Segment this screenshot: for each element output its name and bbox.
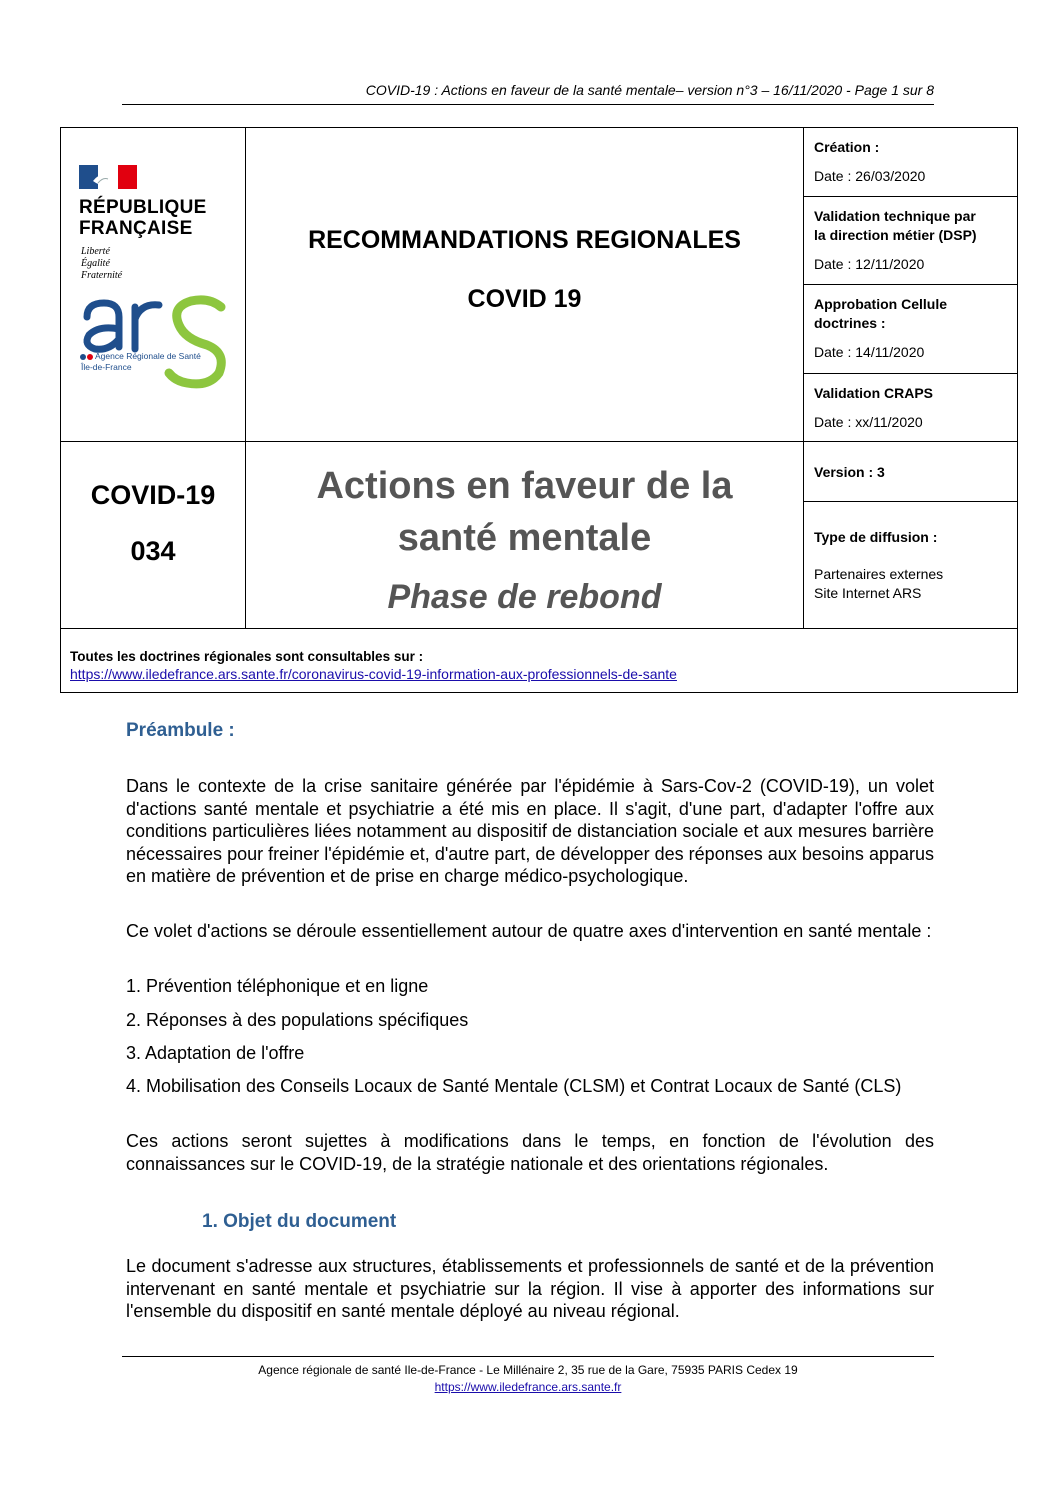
republique-line: RÉPUBLIQUE — [79, 197, 207, 218]
table-divider — [803, 284, 1018, 285]
validation-label-line2: la direction métier (DSP) — [814, 227, 977, 243]
francaise-line: FRANÇAISE — [79, 218, 193, 239]
validation-date: Date : 12/11/2020 — [814, 256, 925, 272]
footer-link[interactable]: https://www.iledefrance.ars.sante.fr — [434, 1380, 622, 1394]
axis-item-2: 2. Réponses à des populations spécifiques — [126, 1010, 469, 1030]
table-divider — [803, 127, 804, 628]
section-1-heading: 1. Objet du document — [202, 1211, 397, 1232]
creation-label: Création : — [814, 139, 880, 155]
approbation-label — [814, 295, 947, 333]
document-title-line1: Actions en faveur de la — [316, 465, 733, 507]
preambule-paragraph-2: Ce volet d'actions se déroule essentiellement autour de quatre axes d'intervention en santé mentale : — [126, 921, 932, 941]
motto-egalite: Égalité — [81, 258, 110, 269]
section-1-paragraph: Le document s'adresse aux structures, établissements et professionnels de santé et de la prévention intervenant en santé mentale et psychiatrie sur la région. Il vise à apporter des informations sur l'ensemble du dispositif en santé mentale déployé au niveau régional. — [126, 1256, 934, 1321]
header-rule — [122, 104, 934, 105]
axis-item-3: 3. Adaptation de l'offre — [126, 1043, 305, 1063]
diffusion-values — [814, 565, 943, 603]
footer-address: Agence régionale de santé Ile-de-France - Le Millénaire 2, 35 rue de la Gare, 75935 PARIS Cedex 19 — [258, 1363, 798, 1377]
craps-date: Date : xx/11/2020 — [814, 414, 923, 430]
marianne-flag-icon — [79, 165, 137, 189]
motto-fraternite: Fraternité — [81, 270, 123, 281]
table-divider — [60, 441, 1018, 442]
approbation-date: Date : 14/11/2020 — [814, 344, 925, 360]
doctrines-label: Toutes les doctrines régionales sont consultables sur : — [70, 649, 424, 664]
table-divider — [803, 373, 1018, 374]
motto — [81, 246, 122, 282]
preambule-paragraph-1: Dans le contexte de la crise sanitaire générée par l'épidémie à Sars-Cov-2 (COVID-19), un volet d'actions santé mentale et psychiatrie a été mis en place. Il s'agit, d'une part, d'adapter l'offre aux conditions particulières liées notamment au dispositif de distanciation sociale et aux mesures barrière nécessaires pour freiner l'épidémie et, d'autre part, de développer des réponses aux besoins apparus en matière de prévention et de prise en charge médico-psychologique. — [126, 776, 934, 886]
diffusion-partners: Partenaires externes — [814, 566, 944, 582]
ars-logo-icon — [79, 295, 229, 390]
diffusion-label: Type de diffusion : — [814, 529, 938, 545]
logo-block — [79, 165, 239, 390]
table-divider — [803, 196, 1018, 197]
document-phase: Phase de rebond — [387, 578, 662, 616]
creation-date: Date : 26/03/2020 — [814, 168, 926, 184]
table-divider — [60, 628, 1018, 629]
doc-number: 034 — [130, 536, 176, 566]
footer-rule — [122, 1356, 934, 1357]
ars-caption-line1: Agence Régionale de Santé — [95, 351, 201, 361]
validation-label-line1: Validation technique par — [814, 208, 976, 224]
document-title — [246, 460, 803, 564]
axis-item-1: 1. Prévention téléphonique et en ligne — [126, 976, 429, 996]
doc-code: COVID-19 — [90, 480, 216, 510]
document-title-line2: santé mentale — [397, 517, 652, 559]
validation-label — [814, 207, 977, 245]
motto-liberte: Liberté — [81, 246, 110, 257]
page-header: COVID-19 : Actions en faveur de la santé mentale– version n°3 – 16/11/2020 - Page 1 sur 8 — [365, 82, 934, 98]
approbation-label-line2: doctrines : — [814, 315, 886, 331]
axis-item-4: 4. Mobilisation des Conseils Locaux de Santé Mentale (CLSM) et Contrat Locaux de Santé (CLS) — [126, 1076, 902, 1096]
doctrines-link[interactable]: https://www.iledefrance.ars.sante.fr/coronavirus-covid-19-information-aux-professionnels-de-sante — [70, 666, 677, 682]
craps-label: Validation CRAPS — [814, 385, 934, 401]
version-label: Version : 3 — [814, 464, 885, 480]
ars-caption-line2: Île-de-France — [81, 362, 132, 372]
recommendations-title: RECOMMANDATIONS REGIONALES — [308, 226, 741, 254]
covid-subtitle: COVID 19 — [467, 285, 582, 313]
preambule-paragraph-3: Ces actions seront sujettes à modifications dans le temps, en fonction de l'évolution des connaissances sur le COVID-19, de la stratégie nationale et des orientations régionales. — [126, 1131, 934, 1174]
approbation-label-line1: Approbation Cellule — [814, 296, 947, 312]
republique-francaise-text — [79, 197, 207, 239]
ars-caption — [81, 351, 201, 373]
diffusion-website: Site Internet ARS — [814, 585, 922, 601]
table-divider — [803, 501, 1018, 502]
preambule-heading: Préambule : — [126, 720, 235, 741]
